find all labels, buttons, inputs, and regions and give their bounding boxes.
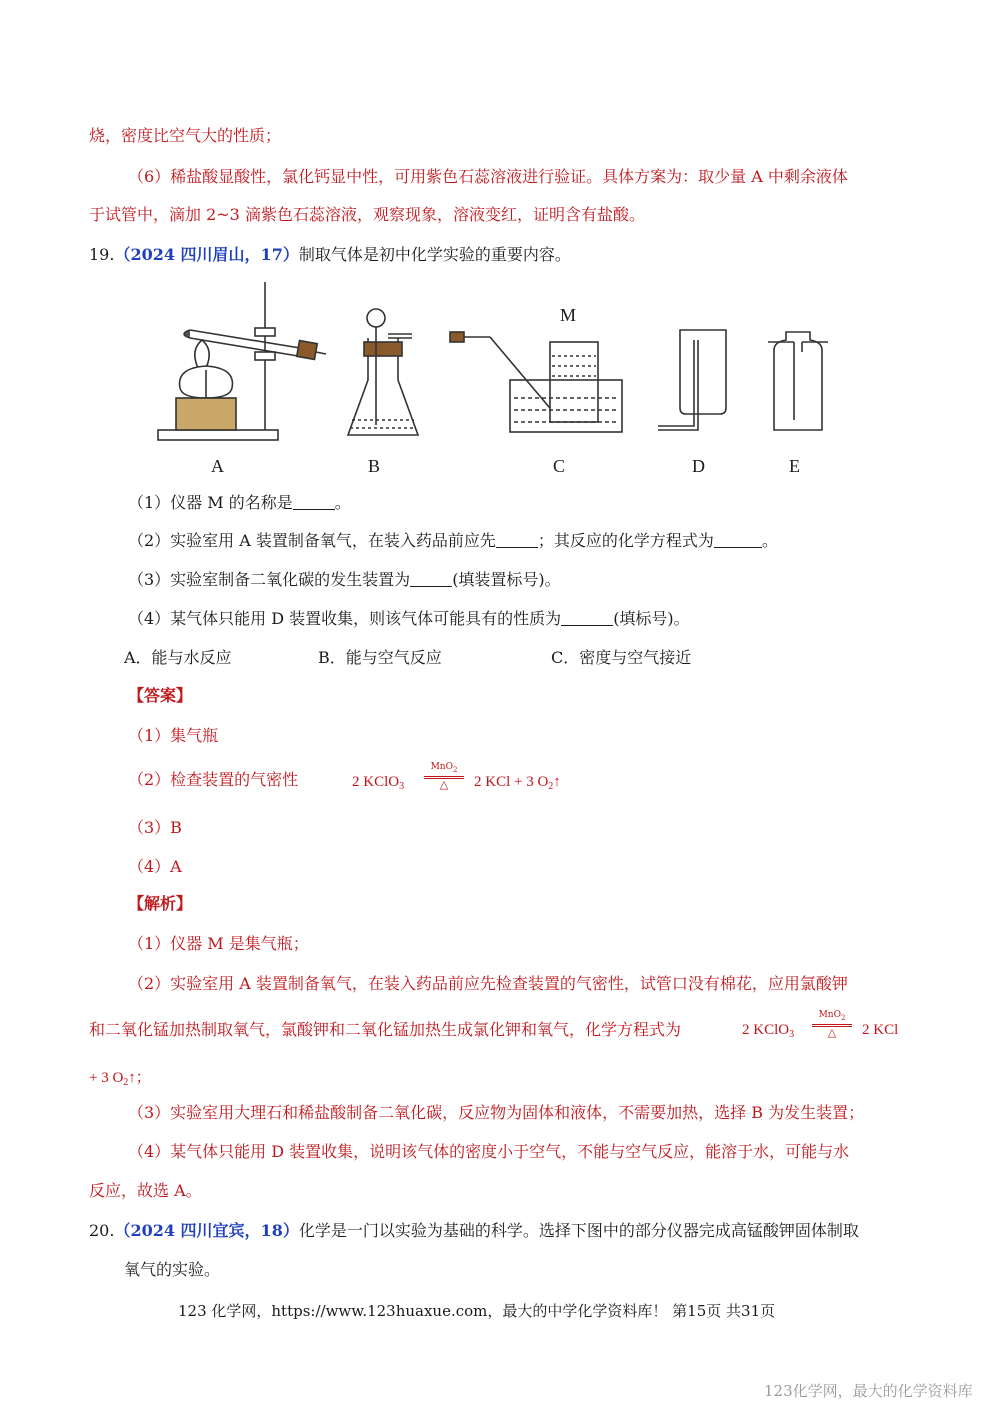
question-text: （3）实验室制备二氧化碳的发生装置为 [128,570,411,589]
explanation-1: （1）仪器 M 是集气瓶； [128,934,309,953]
question-text: 制取气体是初中化学实验的重要内容。 [298,245,571,264]
chemical-equation-right: 2 KCl + 3 $O_2↑$ [474,774,561,792]
figure-label-b: B [368,456,381,476]
explanation-4: （3）实验室用大理石和稀盐酸制备二氧化碳，反应物为固体和液体，不需要加热，选择 B 为发生装置； [128,1103,865,1122]
question-20-text-cont: 氧气的实验。 [124,1260,221,1279]
sub-question-3 [128,570,561,590]
explanation-2: （2）实验室用 A 装置制备氧气，在装入药品前应先检查装置的气密性，试管口没有棉花，应用氯酸钾 [128,974,848,993]
question-text: 。 [334,493,351,512]
text-line: （6）稀盐酸显酸性，氯化钙显中性，可用紫色石蕊溶液进行验证。具体方案为：取少量 A 中剩余液体 [128,167,848,186]
question-text: （1）仪器 M 的名称是 [128,493,293,512]
question-19-header [89,245,571,265]
answer-4: （4）A [128,857,182,876]
apparatus-b [348,309,418,435]
reaction-condition: MnO$_2$ △ [424,762,464,790]
figure-label-e: E [789,456,800,476]
figure-label-c: C [553,456,566,476]
explanation-5: （4）某气体只能用 D 装置收集，说明该气体的密度小于空气，不能与空气反应，能溶于水，可能与水 [128,1142,850,1161]
answer-blank [496,533,538,548]
chemical-equation-2-cont: + 3 $O_2↑$； [89,1068,151,1088]
question-text: 。 [761,531,778,550]
sub-question-4 [128,609,690,629]
answer-3: （3）B [128,818,182,837]
answer-1: （1）集气瓶 [128,726,219,745]
explanation-6: 反应，故选 A。 [89,1181,202,1200]
apparatus-e [768,332,828,430]
apparatus-c [450,332,622,432]
page-footer: 123 化学网，https://www.123huaxue.com，最大的中学化学资料库！ 第15页 共31页 [178,1302,776,1320]
question-text: (填标号)。 [613,609,690,628]
chemical-equation-2-right: 2 KCl [862,1022,899,1038]
question-text: 化学是一门以实验为基础的科学。选择下图中的部分仪器完成高锰酸钾固体制取 [298,1221,859,1240]
question-source: （2024 四川宜宾，18） [114,1221,299,1240]
site-watermark: 123化学网，最大的化学资料库 [764,1382,973,1400]
question-number: 20. [89,1221,115,1240]
chemical-equation: 2 KClO$_3$ [352,774,405,792]
question-text: (填装置标号)。 [452,570,561,589]
apparatus-d [658,330,726,430]
question-text: ；其反应的化学方程式为 [537,531,714,550]
reaction-condition-2: MnO$_2$ △ [812,1010,852,1038]
text-line: 于试管中，滴加 2~3 滴紫色石蕊溶液，观察现象，溶液变红，证明含有盐酸。 [89,205,645,224]
figure-label-d: D [692,456,705,476]
answer-blank [714,533,762,548]
sub-question-1 [128,493,351,513]
answer-header: 【答案】 [128,686,193,705]
question-20-header [89,1221,859,1241]
answer-blank [410,572,452,587]
apparatus-a [158,282,326,440]
question-number: 19. [89,245,115,264]
answer-2: （2）检查装置的气密性 [128,770,299,789]
chemical-equation-2: 2 KClO$_3$ [742,1022,795,1040]
answer-blank [561,611,613,626]
question-source: （2024 四川眉山，17） [114,245,299,264]
question-text: （4）某气体只能用 D 装置收集，则该气体可能具有的性质为 [128,609,562,628]
explanation-header: 【解析】 [128,894,193,913]
option-b: B．能与空气反应 [318,648,442,667]
option-c: C．密度与空气接近 [551,648,692,667]
question-text: （2）实验室用 A 装置制备氧气，在装入药品前应先 [128,531,496,550]
figure-label-m: M [560,305,577,325]
option-a: A．能与水反应 [124,648,232,667]
sub-question-2 [128,531,778,551]
text-line: 烧，密度比空气大的性质； [89,126,282,145]
figure-label-a: A [211,456,224,476]
explanation-3: 和二氧化锰加热制取氧气，氯酸钾和二氧化锰加热生成氯化钾和氧气，化学方程式为 [89,1020,682,1039]
apparatus-figure [150,280,840,480]
answer-blank [293,495,335,510]
